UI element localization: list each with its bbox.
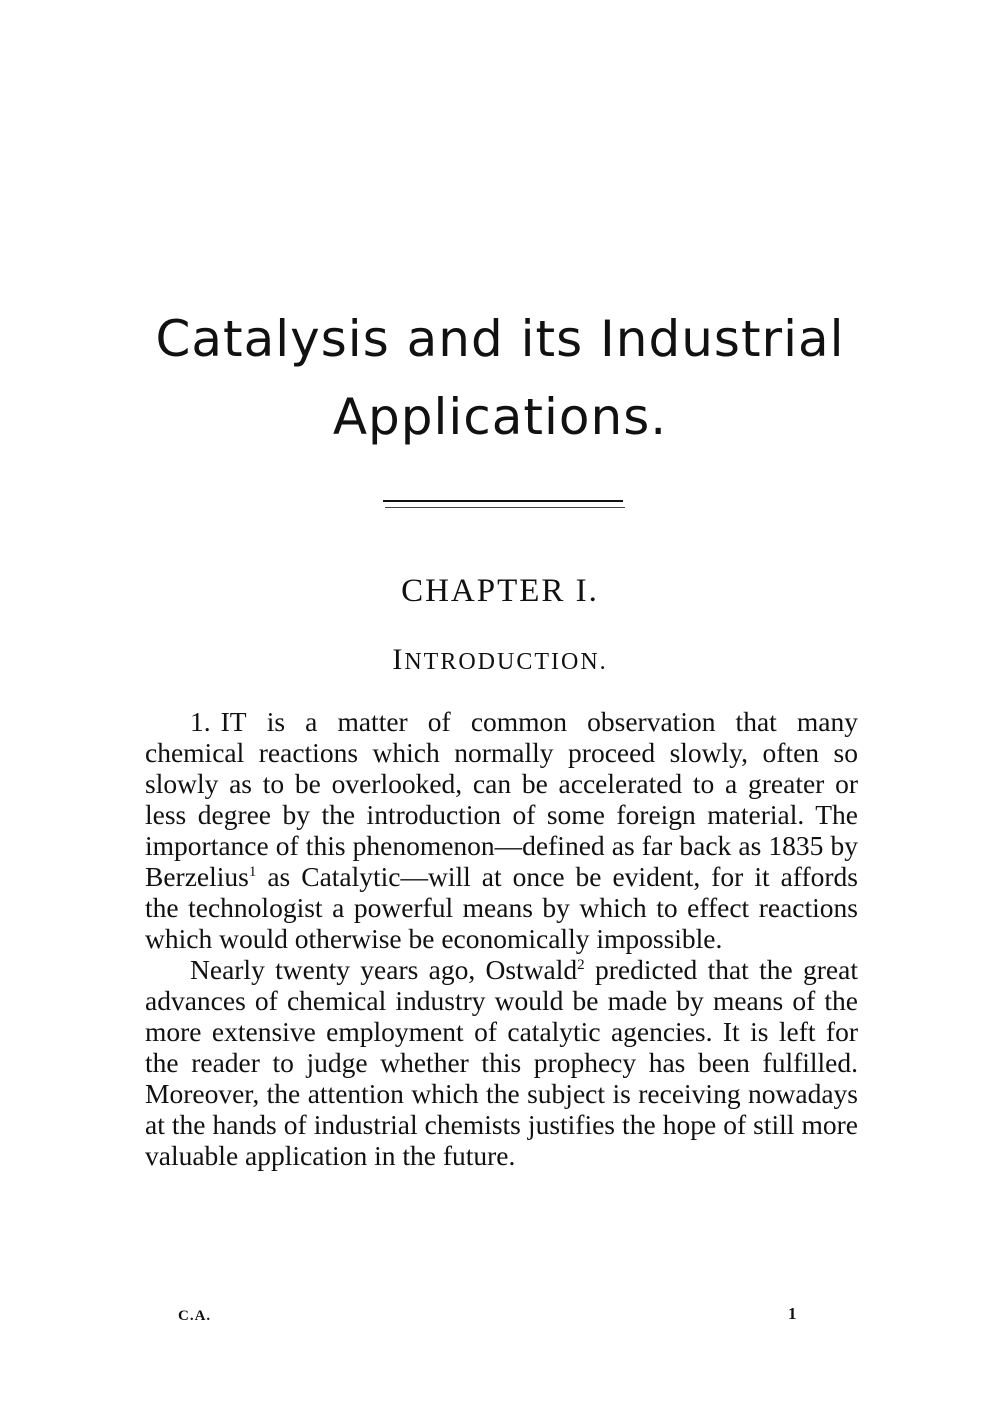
book-title-line-2: Applications. [332,388,668,446]
paragraph-1 [145,706,858,954]
paragraph-2-text-a: Nearly twenty years ago, Ostwald [190,954,578,985]
paragraph-1-text-b: as Catalytic—will at once be evident, for it affords the technologist a powerful means by which to effect reactions which would otherwise be economically impossible. [145,861,858,954]
paragraph-2-text-b: predicted that the great advances of chemical industry would be made by means of the more extensive employment of catalytic agencies. It is left for the reader to judge whether this prophecy has been fulfilled. Moreover, the attention which the subject is receiving nowadays at the hands of industrial chemists justifies the hope of still more valuable application in the future. [145,954,858,1171]
paragraph-2 [145,954,858,1171]
chapter-title-initial: I [392,643,405,676]
book-title [0,300,1000,456]
paragraph-1-lead-rest: T [229,706,247,737]
paragraph-number: 1. [190,706,211,737]
chapter-heading: CHAPTER I. [401,573,599,609]
rule-line-bottom [385,507,625,508]
footnote-reference-2: 2 [577,957,585,973]
decorative-double-rule [383,500,626,514]
printer-signature-mark: C.A. [178,1308,212,1324]
book-title-line-1: Catalysis and its Industrial [155,310,845,368]
paragraph-1-text-a: is a matter of common observation that many chemical reactions which normally proceed slowly, often so slowly as to be overlooked, can be accelerated to a greater or less degree by the introduction of some foreign material. The importance of this phenomenon—defined as far back as 1835 by Berzelius [145,706,858,892]
body-text [145,706,858,1171]
paragraph-1-lead-initial: I [220,706,230,737]
footnote-reference-1: 1 [248,864,257,880]
rule-line-top [383,500,623,502]
chapter-title-rest: NTRODUCTION. [404,649,608,675]
chapter-title [0,643,1000,677]
page-number: 1 [788,1304,797,1323]
